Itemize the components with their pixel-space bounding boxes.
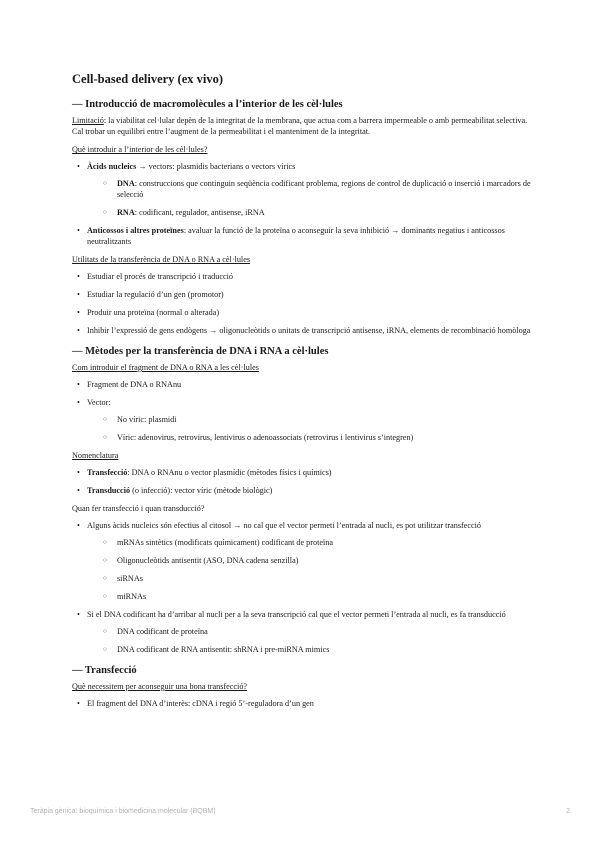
nomenclatura-label: Nomenclatura <box>72 451 119 460</box>
vector-sublist <box>87 414 534 443</box>
utilitats-label: Utilitats de la transferència de DNA o RNA a cèl·lules <box>72 255 251 264</box>
rna-text: : codificant, regulador, antisense, iRNA <box>134 208 265 217</box>
transfeccio-text: : DNA o RNAnu o vector plasmídic (mètodes físics i químics) <box>127 468 332 477</box>
list-item: ○ siRNAs <box>87 573 534 584</box>
what-introduce-list <box>72 161 534 247</box>
limitacio-text: : la viabilitat cel·lular depèn de la integritat de la membrana, que actua com a barrera impermeable o amb permeabilitat selectiva. Cal trobar un equilibri entre l’augment de la permeabilitat i el manteniment de la integritat. <box>72 116 528 136</box>
list-item: • Fragment de DNA o RNAnu <box>72 379 534 390</box>
section-heading-transfeccio: — Transfecció <box>72 665 137 676</box>
list-item: • Estudiar el procés de transcripció i traducció <box>72 271 534 282</box>
transfeccio-label: Transfecció <box>87 468 128 477</box>
list-item: ○ Oligonucleòtids antisentit (ASO, DNA cadena senzilla) <box>87 555 534 566</box>
transfeccio-list <box>72 698 534 709</box>
utilitats-list <box>72 271 534 336</box>
dna-label: DNA <box>117 179 135 188</box>
page-footer <box>30 808 570 815</box>
list-item: ○ DNA codificant de RNA antisentit: shRNA i pre-miRNA mimics <box>87 644 534 655</box>
com-introduir-label: Com introduir el fragment de DNA o RNA a les cèl·lules <box>72 363 259 372</box>
section-heading-metodes: — Mètodes per la transferència de DNA i RNA a cèl·lules <box>72 346 329 357</box>
limitacio-label: Limitació <box>72 116 104 125</box>
anticossos-text: : avaluar la funció de la proteïna o aconseguir la seva inhibició → dominants negatius i anticossos neutralitzants <box>87 226 505 246</box>
footer-course-title: Teràpia gènica: bioquímica i biomedicina molecular (BQBM) <box>30 808 216 815</box>
page-number: 2 <box>566 808 570 815</box>
nomenclatura-list <box>72 467 534 496</box>
page-title: Cell-based delivery (ex vivo) <box>72 72 224 86</box>
list-item <box>72 609 534 655</box>
quan-list <box>72 520 534 655</box>
vector-label: Vector: <box>87 398 111 407</box>
transfeccio-question: Què necessitem per aconseguir una bona transfecció? <box>72 682 248 691</box>
list-item <box>87 178 534 200</box>
list-item <box>72 485 534 496</box>
si-text: Si el DNA codificant ha d’arribar al nucli per a la seva transcripció cal que el vector permeti l’entrada al nucli, es fa transducció <box>87 610 506 619</box>
acids-nucleics-label: Àcids nucleics <box>87 162 137 171</box>
list-item: ○ No víric: plasmidi <box>87 414 534 425</box>
anticossos-label: Anticossos i altres proteïnes <box>87 226 184 235</box>
list-item <box>72 467 534 478</box>
alguns-sublist <box>87 537 534 602</box>
quan-question: Quan fer transfecció i quan transducció? <box>72 504 205 513</box>
list-item: ○ Víric: adenovirus, retrovirus, lentivirus o adenoassociats (retrovirus i lentivirus s’integren) <box>87 432 534 443</box>
question-what-introduce: Què introduir a l’interior de les cèl·lules? <box>72 145 208 154</box>
list-item: • Inhibir l’expressió de gens endògens → oligonucleòtids o unitats de transcripció antisense, iRNA, elements de recombinació homòloga <box>72 325 534 336</box>
rna-label: RNA <box>117 208 135 217</box>
list-item: ○ miRNAs <box>87 591 534 602</box>
list-item: ○ DNA codificant de proteïna <box>87 626 534 637</box>
transduccio-text: (o infecció): vector víric (mètode biològic) <box>130 486 273 495</box>
list-item <box>72 397 534 443</box>
list-item: • Estudiar la regulació d’un gen (promotor) <box>72 289 534 300</box>
alguns-text: Alguns àcids nucleics són efectius al citosol → no cal que el vector permeti l’entrada al nucli, es pot utilitzar transfecció <box>87 521 481 530</box>
acids-sublist <box>87 178 534 218</box>
list-item <box>72 161 534 218</box>
transduccio-label: Transducció <box>87 486 131 495</box>
list-item <box>72 520 534 602</box>
section-heading-introduccio: — Introducció de macromolècules a l’interior de les cèl·lules <box>72 99 343 110</box>
list-item: ○ mRNAs sintètics (modificats químicament) codificant de proteïna <box>87 537 534 548</box>
si-sublist <box>87 626 534 655</box>
limitacio-paragraph <box>72 115 534 137</box>
list-item <box>72 225 534 247</box>
list-item <box>87 207 534 218</box>
document-page <box>72 72 534 716</box>
list-item: • El fragment del DNA d’interès: cDNA i regió 5’-reguladora d’un gen <box>72 698 534 709</box>
dna-text: : construccions que continguin seqüència codificant problema, regions de control de duplicació o inserció i marcadors de selecció <box>117 179 531 199</box>
acids-nucleics-text: → vectors: plasmidis bacterians o vectors vírics <box>136 162 296 171</box>
com-introduir-list <box>72 379 534 443</box>
list-item: • Produir una proteïna (normal o alterada) <box>72 307 534 318</box>
